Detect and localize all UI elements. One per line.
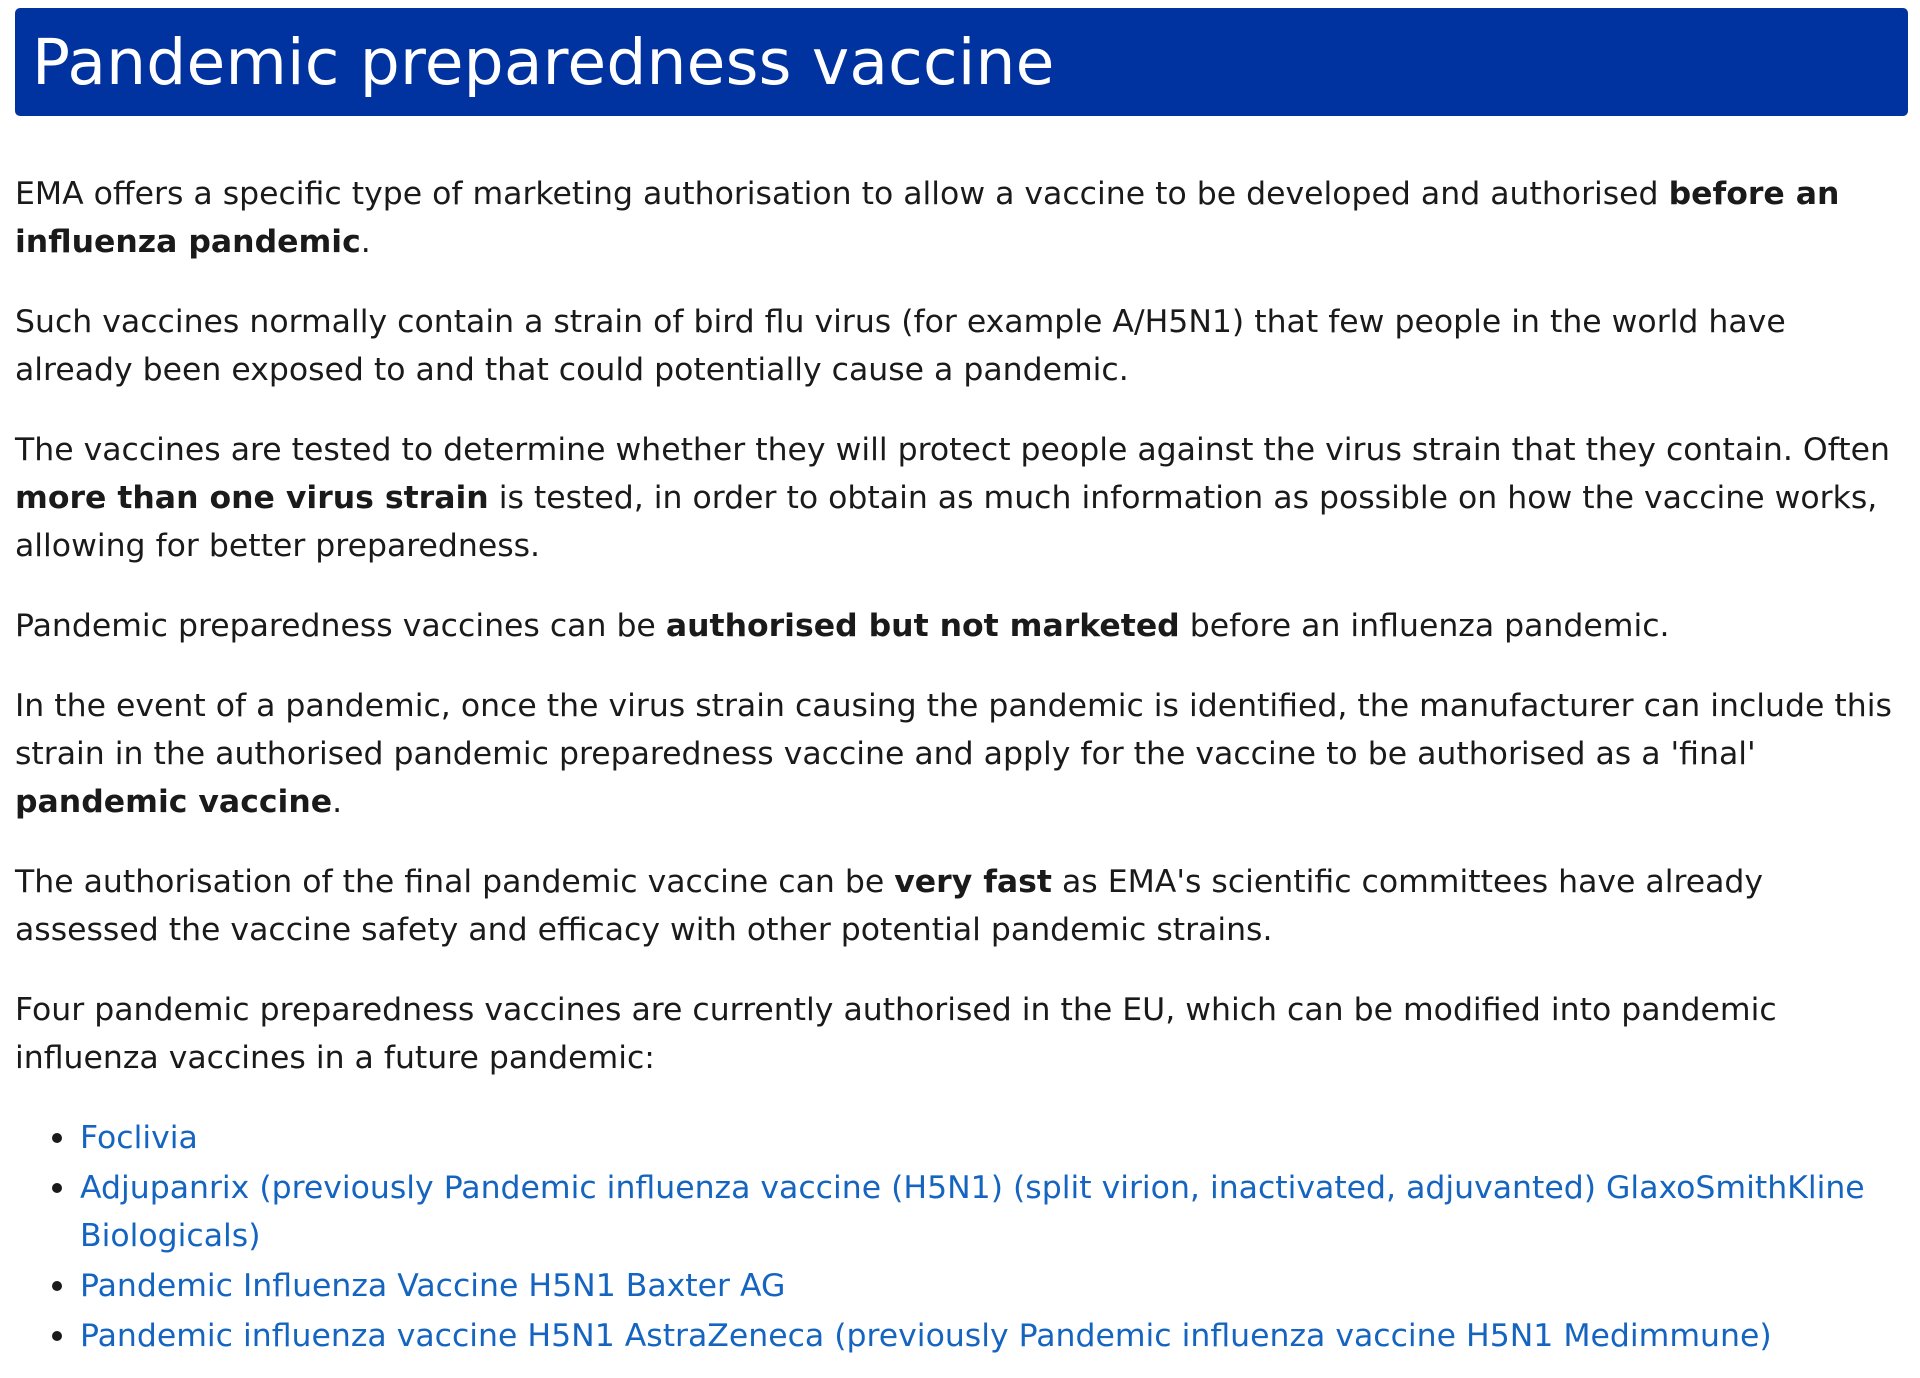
paragraph-authorised-text: Pandemic preparedness vaccines can be [15,608,666,644]
list-item [80,1114,1908,1162]
paragraph-fast-emphasis: very fast [894,864,1052,900]
paragraph-fast-end: as EMA's scientific committees have already assessed the vaccine safety and efficacy with other potential pandemic strains. [15,864,1764,948]
paragraph-four-vaccines-text: Four pandemic preparedness vaccines are currently authorised in the EU, which can be modified into pandemic influenza vaccines in a future pandemic: [15,992,1777,1076]
paragraph-event-emphasis: pandemic vaccine [15,784,333,820]
paragraph-event [15,682,1908,826]
paragraph-event-text: In the event of a pandemic, once the virus strain causing the pandemic is identified, the manufacturer can include this strain in the authorised pandemic preparedness vaccine and apply for the vaccine to be authorised as a 'final' [15,688,1892,772]
paragraph-fast [15,858,1908,954]
paragraph-intro [15,170,1908,266]
paragraph-event-end: . [332,784,343,820]
paragraph-testing-end: is tested, in order to obtain as much information as possible on how the vaccine works, allowing for better preparedness. [15,480,1878,564]
title-banner [15,8,1908,116]
page-title: Pandemic preparedness vaccine [32,25,1055,99]
article-content [15,170,1908,1360]
paragraph-authorised [15,602,1908,650]
vaccine-link-foclivia[interactable]: Foclivia [80,1120,198,1156]
paragraph-testing [15,426,1908,570]
list-item [80,1164,1908,1260]
paragraph-strain-text: Such vaccines normally contain a strain of bird flu virus (for example A/H5N1) that few people in the world have already been exposed to and that could potentially cause a pandemic. [15,304,1786,388]
paragraph-intro-end: . [360,224,371,260]
paragraph-strain [15,298,1908,394]
paragraph-intro-text: EMA offers a specific type of marketing authorisation to allow a vaccine to be developed and authorised [15,176,1669,212]
paragraph-four-vaccines [15,986,1908,1082]
paragraph-testing-emphasis: more than one virus strain [15,480,489,516]
vaccine-link-baxter[interactable]: Pandemic Influenza Vaccine H5N1 Baxter AG [80,1268,786,1304]
vaccine-link-adjupanrix[interactable]: Adjupanrix (previously Pandemic influenza vaccine (H5N1) (split virion, inactivated, adjuvanted) GlaxoSmithKline Biologicals) [80,1170,1865,1254]
paragraph-intro-emphasis: before an influenza pandemic [15,176,1840,260]
paragraph-fast-text: The authorisation of the final pandemic vaccine can be [15,864,895,900]
paragraph-authorised-emphasis: authorised but not marketed [665,608,1180,644]
list-item [80,1312,1908,1360]
vaccine-link-list [15,1114,1908,1360]
paragraph-testing-text: The vaccines are tested to determine whether they will protect people against the virus strain that they contain. Often [15,432,1890,468]
list-item [80,1262,1908,1310]
paragraph-authorised-end: before an influenza pandemic. [1179,608,1670,644]
vaccine-link-astrazeneca[interactable]: Pandemic influenza vaccine H5N1 AstraZeneca (previously Pandemic influenza vaccine H5N1 Medimmune) [80,1318,1772,1354]
